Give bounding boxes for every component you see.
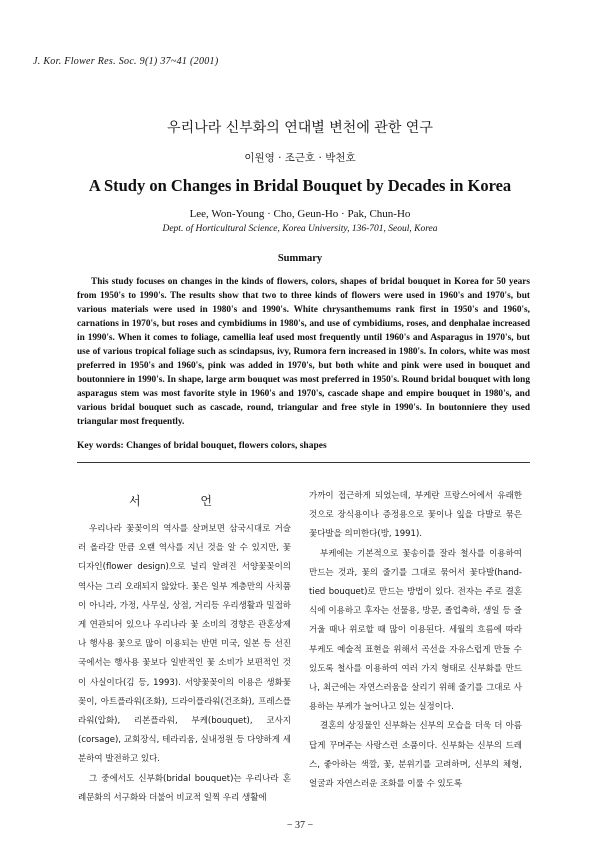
- section-heading-introduction: 서 언: [129, 494, 240, 508]
- paragraph: 우리나라 꽃꽂이의 역사를 살펴보면 삼국시대로 거슬러 올라갈 만큼 오랜 역사를 지닌 것을 알 수 있지만, 꽃 디자인(flower design)으로 널리 알려진 서양꽃꽂이의 역사는 그리 오래되지 않았다. 꽃은 일부 계층만의 사치품이 아니라, 가정, 사무실, 상점, 거리등 우리생활과 밀접하게 연관되어 있으나 우리나라 꽃 소비의 경향은 관혼상제나 행사용 꽃으로 많이 이용되는 반면 미국, 일본 등 선진국에서는 행사용 꽃보다 일반적인 꽃 소비가 보편적인 것이 사실이다(김 등, 1993). 서양꽃꽂이의 이용은 생화꽃꽂이, 아트플라워(조화), 드라이플라워(건조화), 프레스플라워(압화), 리본플라워, 부케(bouquet), 코사지(corsage), 교회장식, 테라리움, 실내정원 등 다양하게 세분하여 발전하고 있다.: [78, 524, 291, 765]
- english-title: A Study on Changes in Bridal Bouquet by Decades in Korea: [88, 176, 512, 195]
- paragraph: 결혼의 상징물인 신부화는 신부의 모습을 더욱 더 아름답게 꾸며주는 사랑스런 소품이다. 신부화는 신부의 드레스, 좋아하는 색깔, 꽃, 분위기를 고려하며, 신부의 체형, 얼굴과 자연스러운 조화를 이룰 수 있도록: [309, 721, 522, 790]
- right-column: [309, 487, 522, 794]
- summary-text: This study focuses on changes in the kinds of flowers, colors, shapes of bridal bouquet in Korea for 50 years from 1950's to 1990's. The results show that two to three kinds of flowers were used in 1960's and 1970's, but various materials were used in 1980's and 1990's. White chrysanthemums rank first in 1950's and 1960's, carnations in 1970's, but roses and cymbidiums in 1980's, and use of cymbidiums, roses, and denphalae increased in 1990's. When it comes to foliage, camellia leaf used most frequently until 1960's and Asparagus in 1970's, but use of various tropical foliage such as scindapsus, ivy, Rumora fern increased in 1980's. In colors, white was most preferred in 1950's and 1960's, pink was added in 1970's, but both white and pink were used in bouquet and boutonniere in 1990's. In shape, large arm bouquet was most preferred in 1950's. Round bridal bouquet with long asparagus stem was most favorite style in 1960's and 1970's, cascade shape and empire bouquet in 1980's, and various bridal bouquet such as cascade, round, triangular and free style in 1990's. In boutonniere they used triangular most frequently.: [77, 277, 530, 427]
- paragraph: 그 중에서도 신부화(bridal bouquet)는 우리나라 혼례문화의 서구화와 더불어 비교적 일찍 우리 생활에: [78, 773, 291, 803]
- page-number: − 37 −: [286, 820, 314, 831]
- journal-citation: J. Kor. Flower Res. Soc. 9(1) 37~41 (2001): [33, 56, 219, 67]
- paragraph: 부케에는 기본적으로 꽃송이를 잘라 철사를 이용하여 만드는 것과, 꽃의 줄기를 그대로 묶어서 꽃다발(hand-tied bouquet)로 만드는 방법이 있다. 전자는 주로 결혼식에 이용하고 후자는 선물용, 방문, 졸업축하, 생일 등 즐거울 때나 위로할 때 많이 이용된다. 세월의 흐름에 따라 부케도 예술적 표현을 위해서 곡선을 자유스럽게 만들 수 있도록 철사를 이용하여 여러 가지 형태로 신부화를 만드나, 최근에는 자연스러움을 살리기 위해 줄기를 그대로 사용하는 부케가 늘어나고 있는 실정이다.: [309, 548, 522, 713]
- korean-authors: 이원영 · 조근호 · 박천호: [244, 152, 356, 164]
- summary-heading: Summary: [277, 253, 323, 264]
- divider: [77, 462, 530, 463]
- affiliation: Dept. of Horticultural Science, Korea University, 136-701, Seoul, Korea: [162, 224, 438, 234]
- korean-title: 우리나라 신부화의 연대별 변천에 관한 연구: [167, 120, 433, 136]
- english-authors: Lee, Won-Young · Cho, Geun-Ho · Pak, Chun-Ho: [189, 208, 411, 220]
- paragraph: 가까이 접근하게 되었는데, 부케란 프랑스어에서 유래한 것으로 장식용이나 증정용으로 꽃이나 잎을 다발로 묶은 꽃다발을 의미한다(방, 1991).: [309, 491, 522, 540]
- left-column: [78, 520, 291, 808]
- keywords: Key words: Changes of bridal bouquet, flowers colors, shapes: [77, 441, 327, 451]
